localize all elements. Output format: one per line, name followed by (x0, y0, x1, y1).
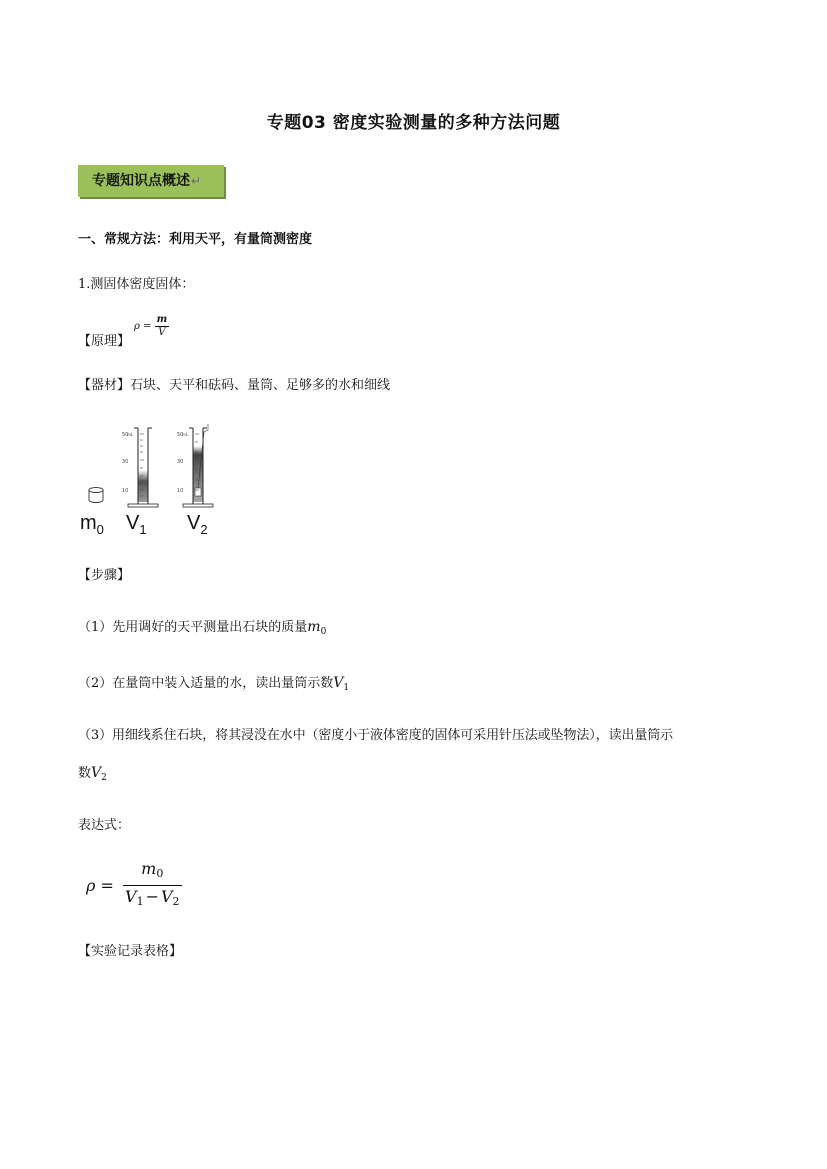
density-formula (86, 858, 182, 913)
banner-label: 专题知识点概述 (92, 173, 190, 189)
steps-label: 【步骤】 (78, 568, 131, 583)
unit-label: mL (182, 432, 189, 437)
item-label: 1.测固体密度固体： (78, 277, 195, 292)
tick-label: 50 (177, 432, 184, 438)
formula-lhs: ρ = (86, 876, 114, 895)
cylinder-figure (78, 420, 238, 510)
tick-label: 10 (177, 488, 184, 494)
var-v2: $V_2$ (91, 765, 107, 783)
page-title: 专题03 密度实验测量的多种方法问题 (266, 113, 561, 133)
label-m0: $m_0$ (80, 512, 104, 537)
principle-formula (134, 314, 169, 339)
step-1: （1）先用调好的天平测量出石块的质量$m_0$ (78, 619, 327, 637)
principle-numerator: m (156, 314, 168, 325)
principle-denominator: V (158, 327, 166, 338)
cylinder-v1-icon (122, 428, 158, 507)
tick-label: 50 (122, 432, 129, 438)
principle-label: 【原理】 (78, 334, 131, 349)
tick-label: 30 (122, 459, 129, 465)
materials-text: 【器材】石块、天平和砝码、量筒、足够多的水和细线 (78, 378, 391, 393)
record-label: 【实验记录表格】 (78, 944, 183, 959)
unit-label: mL (127, 432, 134, 437)
cylinder-v2-icon (177, 424, 213, 507)
tick-label: 10 (122, 488, 129, 494)
step-2: （2）在量筒中装入适量的水，读出量筒示数$V_1$ (78, 675, 350, 693)
label-v2: $V_2$ (187, 512, 208, 537)
paragraph-mark-icon: ↵ (191, 174, 202, 188)
section-banner (78, 165, 224, 197)
formula-denominator: $V_1 - V_2$ (125, 887, 180, 908)
stone-icon (89, 488, 103, 503)
principle-fraction (155, 314, 170, 339)
formula-numerator: $m_0$ (123, 858, 182, 886)
label-v1: $V_1$ (126, 512, 147, 537)
formula-fraction (123, 858, 182, 913)
principle-lhs: ρ = (134, 321, 152, 332)
step-3-line1: （3）用细线系住石块，将其浸没在水中（密度小于液体密度的固体可采用针压法或坠物法），读出量筒示 (78, 728, 674, 743)
var-m0: $m_0$ (307, 619, 327, 637)
tick-label: 30 (177, 459, 184, 465)
var-v1: $V_1$ (333, 675, 350, 693)
section-heading: 一、常规方法：利用天平，有量筒测密度 (78, 232, 313, 247)
expression-label: 表达式： (78, 818, 131, 833)
step-3-line2: 数$V_2$ (78, 765, 107, 783)
